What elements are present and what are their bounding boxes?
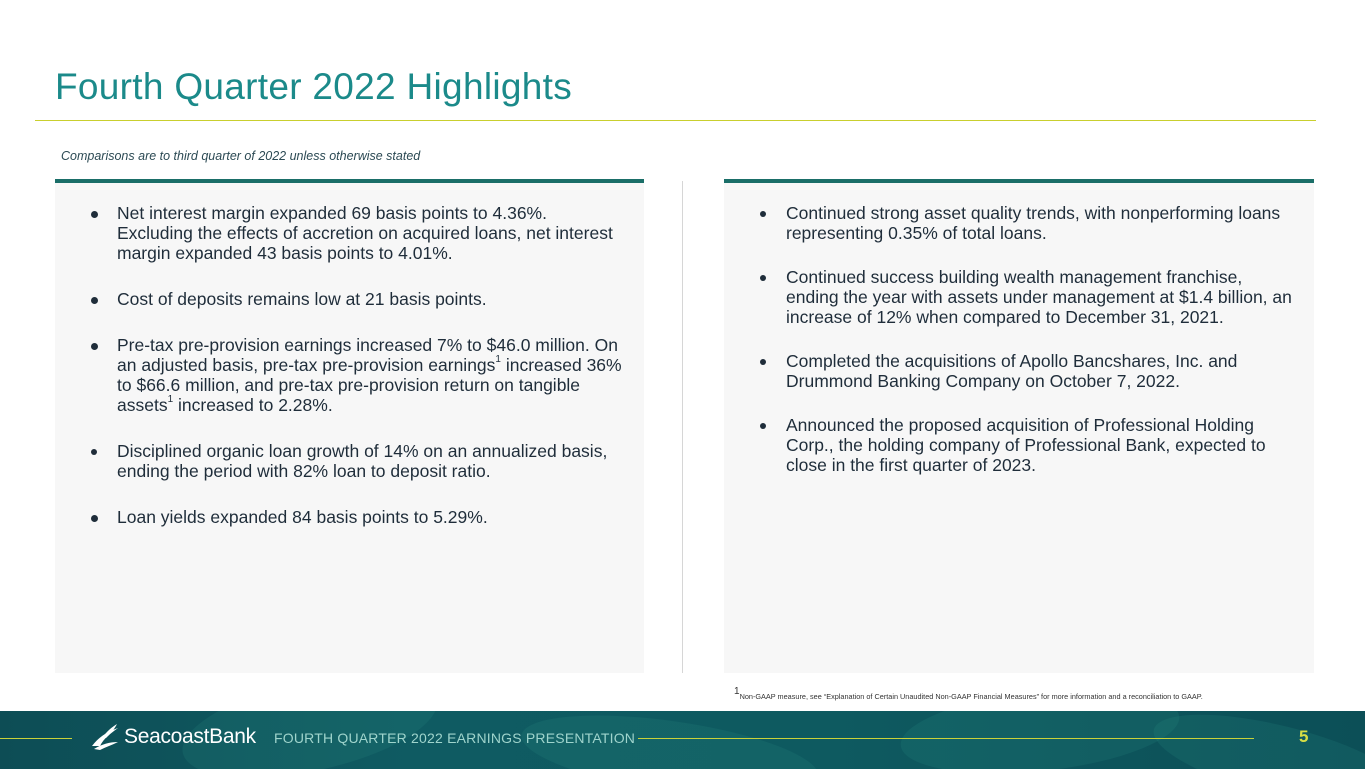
footnote <box>734 685 1316 701</box>
footer-bar <box>0 711 1365 769</box>
page-title: Fourth Quarter 2022 Highlights <box>55 66 572 107</box>
column-divider <box>682 181 683 673</box>
bullet-icon <box>760 359 766 365</box>
decorative-leaf <box>897 711 1184 769</box>
bullet-item: Disciplined organic loan growth of 14% on an annualized basis, ending the period with 82% loan to deposit ratio. <box>55 441 624 481</box>
footer-accent-line <box>0 738 72 739</box>
footer-accent-line <box>638 738 1254 739</box>
bullet-icon <box>91 515 98 522</box>
bullet-item: Announced the proposed acquisition of Professional Holding Corp., the holding company of Professional Bank, expected to close in the first quarter of 2023. <box>724 415 1294 475</box>
bullet-item: Net interest margin expanded 69 basis points to 4.36%. Excluding the effects of accretion on acquired loans, net interest margin expanded 43 basis points to 4.01%. <box>55 203 624 263</box>
footnote-marker: 1 <box>167 394 174 406</box>
right-bullet-list <box>724 203 1294 499</box>
bullet-icon <box>91 449 97 455</box>
page-number: 5 <box>1299 727 1309 746</box>
bullet-icon <box>760 423 766 429</box>
presentation-title: FOURTH QUARTER 2022 EARNINGS PRESENTATION <box>274 730 636 746</box>
footnote-text: Non-GAAP measure, see “Explanation of Certain Unaudited Non-GAAP Financial Measures” for more information and a reconciliation to GAAP. <box>739 692 1203 701</box>
logo-text: SeacoastBank <box>124 725 256 748</box>
bullet-item: Continued strong asset quality trends, with nonperforming loans representing 0.35% of total loans. <box>724 203 1294 243</box>
bullet-item: Completed the acquisitions of Apollo Bancshares, Inc. and Drummond Banking Company on October 7, 2022. <box>724 351 1294 391</box>
bullet-icon <box>760 275 766 281</box>
comparison-note: Comparisons are to third quarter of 2022 unless otherwise stated <box>61 149 421 163</box>
right-highlights-panel <box>724 179 1314 673</box>
left-highlights-panel <box>55 179 644 673</box>
bullet-icon <box>91 343 98 350</box>
bullet-item: Cost of deposits remains low at 21 basis points. <box>55 289 624 309</box>
decorative-leaf <box>1145 711 1365 769</box>
bullet-icon <box>760 211 766 217</box>
seacoast-logo <box>90 724 256 750</box>
bullet-icon <box>91 297 98 304</box>
bullet-item: Pre-tax pre-provision earnings increased 7% to $46.0 million. On an adjusted basis, pre-tax pre-provision earnings$^1$ increased 36% to $66.6 million, and pre-tax pre-provision return on tangible assets$^1$ increased to 2.28%. <box>55 335 624 415</box>
bullet-icon <box>91 211 98 218</box>
seacoast-wave-icon <box>90 724 120 750</box>
footnote-marker: 1 <box>495 354 501 366</box>
bullet-item: Continued success building wealth management franchise, ending the year with assets under management at $1.4 billion, an increase of 12% when compared to December 31, 2021. <box>724 267 1294 327</box>
title-divider <box>35 120 1316 121</box>
footnote-marker: 1 <box>734 685 740 697</box>
left-bullet-list <box>55 203 624 553</box>
bullet-item: Loan yields expanded 84 basis points to 5.29%. <box>55 507 624 527</box>
